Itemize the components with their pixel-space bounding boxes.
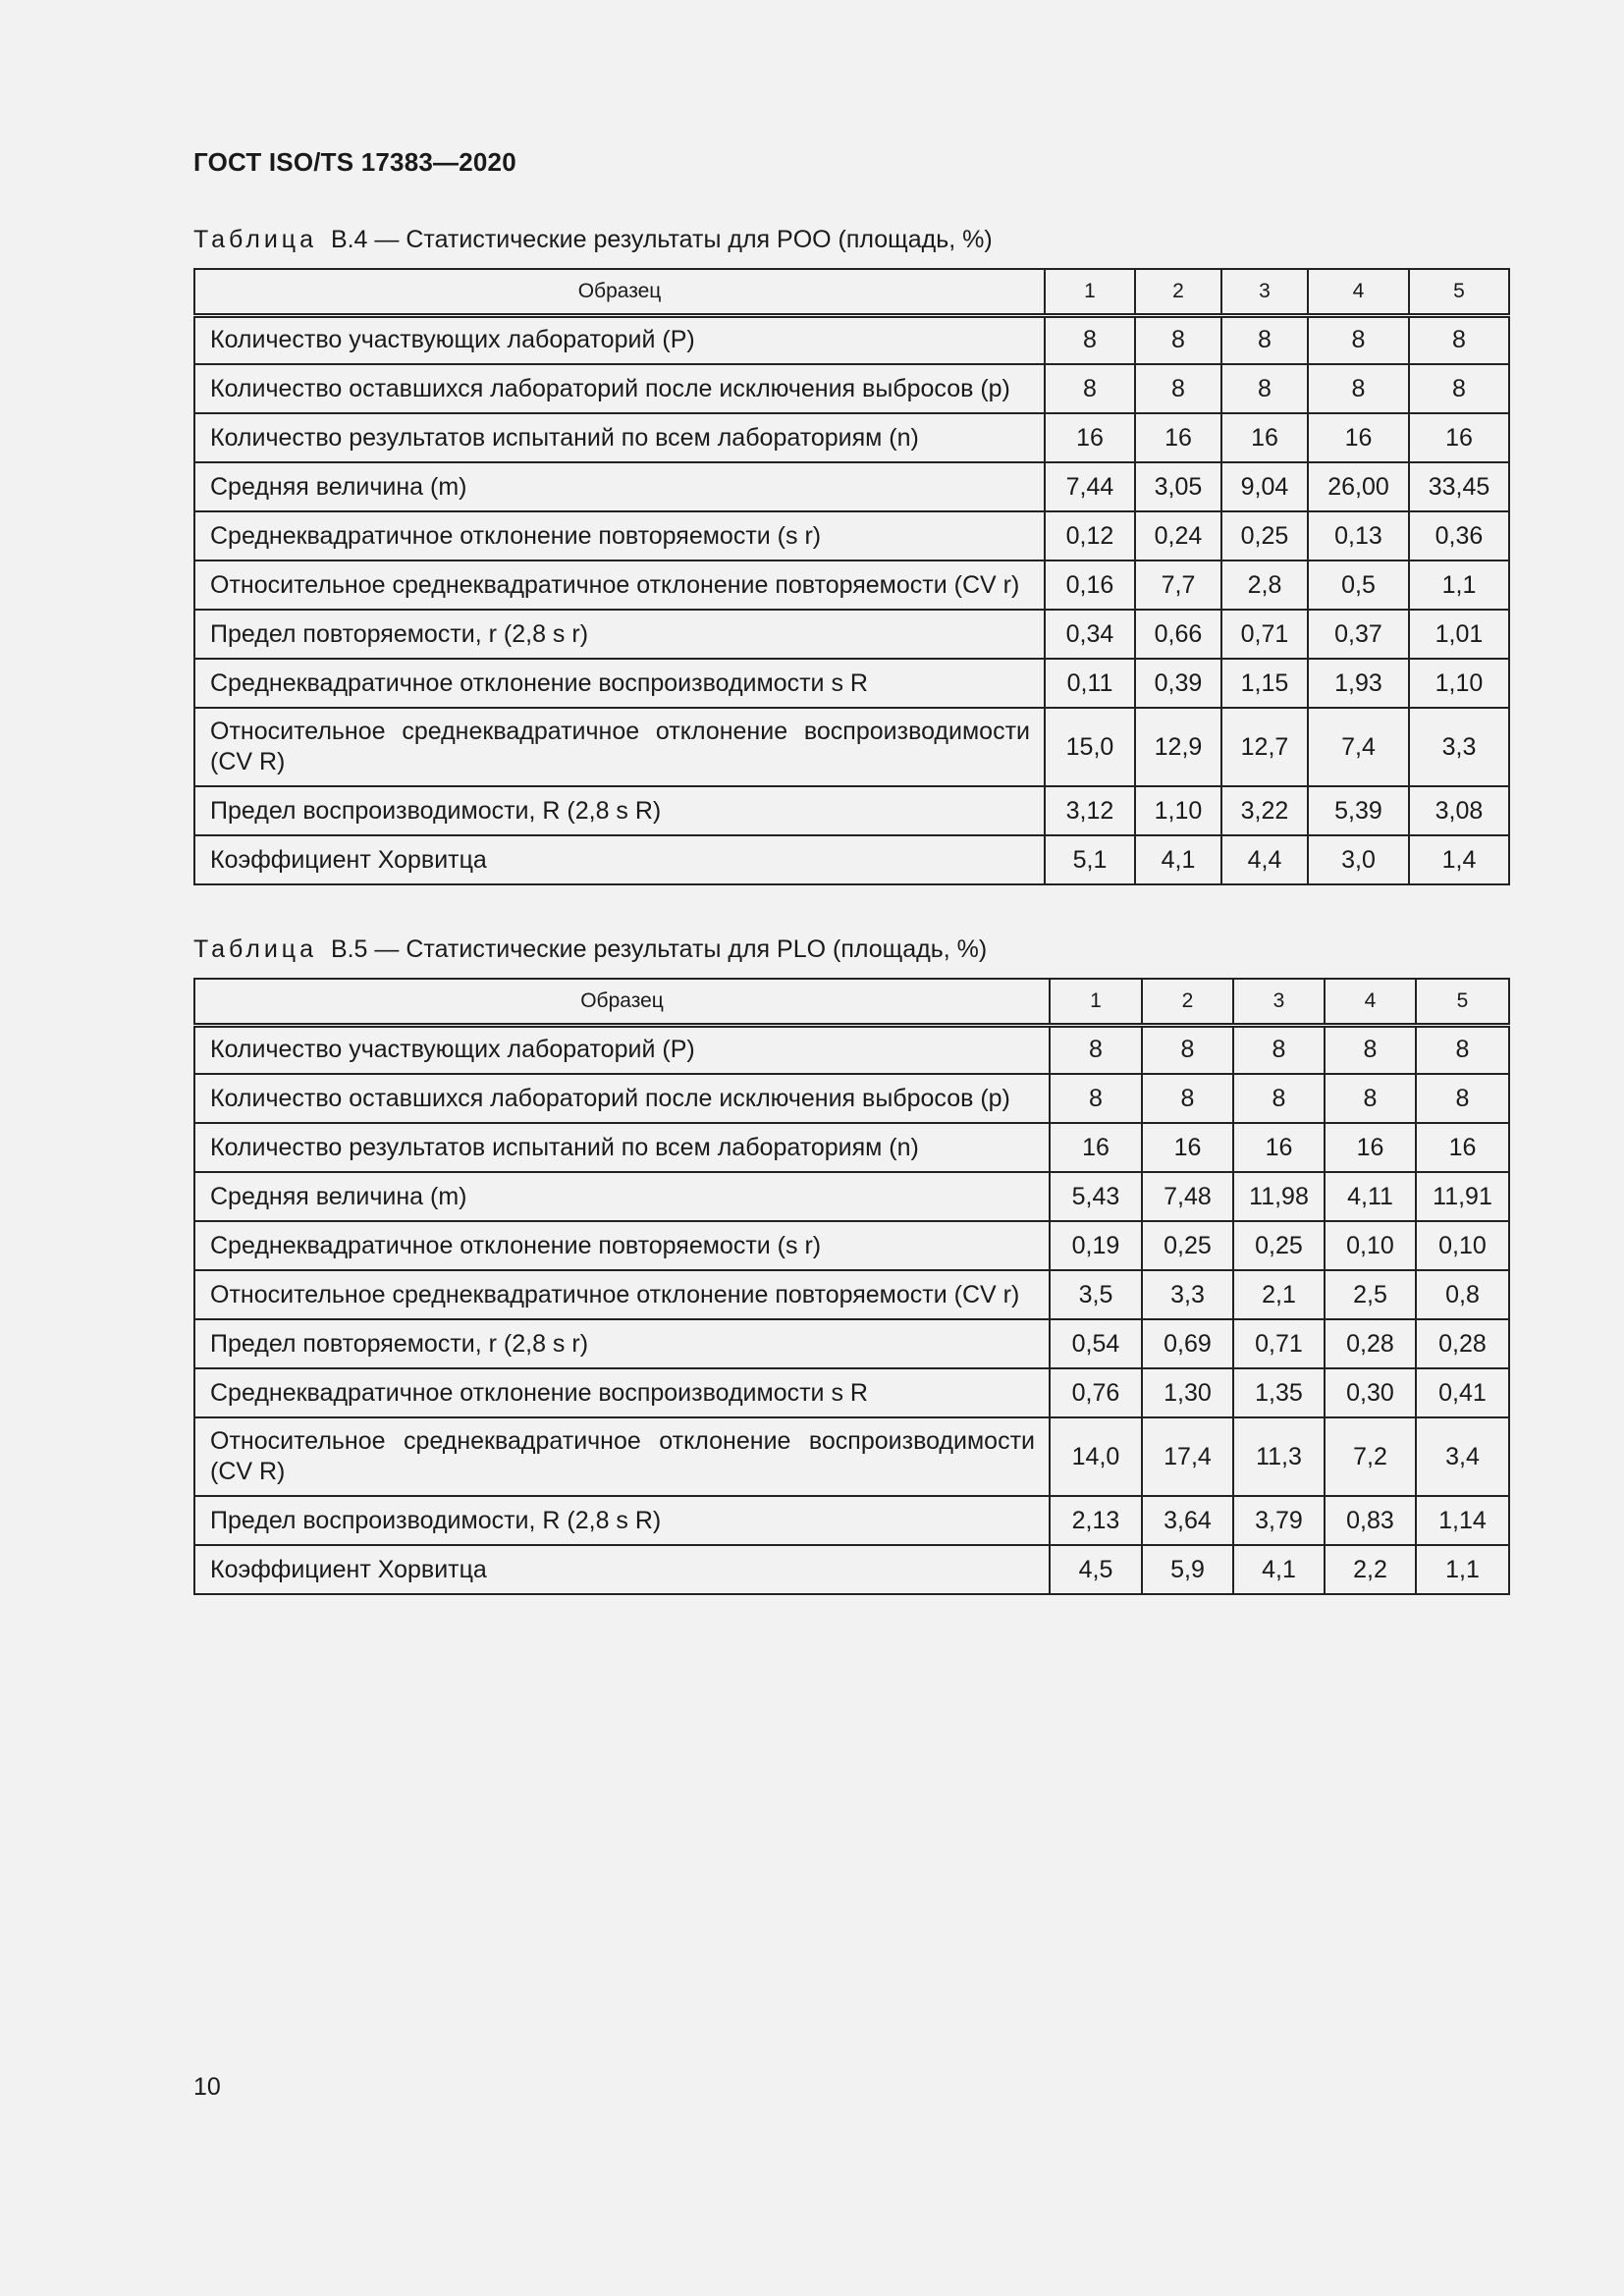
column-header-1: 1 [1050,979,1142,1025]
table-b5 [193,978,1510,1595]
cell-value: 3,0 [1308,835,1409,884]
cell-value: 16 [1233,1123,1325,1172]
cell-value: 0,71 [1221,610,1308,659]
table-row [194,1123,1509,1172]
page-number: 10 [193,2073,221,2101]
cell-value: 8 [1409,315,1509,364]
column-header-1: 1 [1045,269,1135,315]
cell-value: 16 [1416,1123,1509,1172]
cell-value: 11,91 [1416,1172,1509,1221]
cell-value: 33,45 [1409,462,1509,511]
row-label: Количество результатов испытаний по всем лабораториям (n) [194,1123,1050,1172]
cell-value: 0,83 [1325,1496,1416,1545]
cell-value: 0,36 [1409,511,1509,561]
cell-value: 0,19 [1050,1221,1142,1270]
table-header-row [194,269,1509,315]
cell-value: 0,71 [1233,1319,1325,1368]
cell-value: 0,34 [1045,610,1135,659]
cell-value: 4,5 [1050,1545,1142,1594]
cell-value: 8 [1233,1074,1325,1123]
cell-value: 0,66 [1135,610,1221,659]
cell-value: 1,14 [1416,1496,1509,1545]
cell-value: 4,1 [1135,835,1221,884]
cell-value: 2,5 [1325,1270,1416,1319]
cell-value: 12,9 [1135,708,1221,786]
cell-value: 3,5 [1050,1270,1142,1319]
cell-value: 0,12 [1045,511,1135,561]
cell-value: 1,30 [1142,1368,1233,1417]
cell-value: 2,8 [1221,561,1308,610]
row-label: Предел воспроизводимости, R (2,8 s R) [194,1496,1050,1545]
table-row [194,1221,1509,1270]
cell-value: 4,11 [1325,1172,1416,1221]
cell-value: 12,7 [1221,708,1308,786]
row-label: Количество участвующих лабораторий (P) [194,1025,1050,1074]
cell-value: 1,1 [1416,1545,1509,1594]
row-label: Средняя величина (m) [194,1172,1050,1221]
row-label: Количество оставшихся лабораторий после исключения выбросов (p) [194,364,1045,413]
cell-value: 7,48 [1142,1172,1233,1221]
cell-value: 0,24 [1135,511,1221,561]
table-row [194,462,1509,511]
row-label: Предел повторяемости, r (2,8 s r) [194,1319,1050,1368]
cell-value: 3,08 [1409,786,1509,835]
cell-value: 3,64 [1142,1496,1233,1545]
cell-value: 1,4 [1409,835,1509,884]
cell-value: 8 [1308,315,1409,364]
table-b4-caption-text: В.4 — Статистические результаты для POO (площадь, %) [330,226,993,253]
cell-value: 0,28 [1325,1319,1416,1368]
cell-value: 8 [1135,364,1221,413]
cell-value: 7,2 [1325,1417,1416,1496]
table-b5-caption-text: В.5 — Статистические результаты для PLO (площадь, %) [330,935,988,963]
column-header-4: 4 [1325,979,1416,1025]
cell-value: 0,54 [1050,1319,1142,1368]
cell-value: 8 [1135,315,1221,364]
row-label: Средняя величина (m) [194,462,1045,511]
cell-value: 9,04 [1221,462,1308,511]
cell-value: 17,4 [1142,1417,1233,1496]
table-row [194,786,1509,835]
cell-value: 2,13 [1050,1496,1142,1545]
cell-value: 0,37 [1308,610,1409,659]
table-row [194,1417,1509,1496]
row-label: Среднеквадратичное отклонение воспроизводимости s R [194,659,1045,708]
column-header-2: 2 [1135,269,1221,315]
cell-value: 3,3 [1142,1270,1233,1319]
cell-value: 3,3 [1409,708,1509,786]
table-row [194,1319,1509,1368]
cell-value: 11,3 [1233,1417,1325,1496]
table-b4-caption-prefix: Таблица [193,226,318,253]
cell-value: 1,10 [1135,786,1221,835]
row-label: Количество оставшихся лабораторий после исключения выбросов (p) [194,1074,1050,1123]
cell-value: 16 [1308,413,1409,462]
cell-value: 7,7 [1135,561,1221,610]
row-label: Среднеквадратичное отклонение повторяемости (s r) [194,511,1045,561]
table-row [194,708,1509,786]
table-b4 [193,268,1510,885]
cell-value: 26,00 [1308,462,1409,511]
cell-value: 8 [1233,1025,1325,1074]
cell-value: 16 [1045,413,1135,462]
table-row [194,1025,1509,1074]
cell-value: 11,98 [1233,1172,1325,1221]
table-row [194,1545,1509,1594]
document-title: ГОСТ ISO/TS 17383—2020 [193,147,516,177]
column-header-3: 3 [1233,979,1325,1025]
cell-value: 1,10 [1409,659,1509,708]
cell-value: 5,9 [1142,1545,1233,1594]
cell-value: 16 [1135,413,1221,462]
column-header-5: 5 [1416,979,1509,1025]
table-row [194,315,1509,364]
cell-value: 3,12 [1045,786,1135,835]
cell-value: 5,43 [1050,1172,1142,1221]
cell-value: 0,25 [1233,1221,1325,1270]
cell-value: 8 [1325,1074,1416,1123]
row-label: Предел воспроизводимости, R (2,8 s R) [194,786,1045,835]
cell-value: 0,5 [1308,561,1409,610]
cell-value: 4,1 [1233,1545,1325,1594]
cell-value: 0,28 [1416,1319,1509,1368]
cell-value: 14,0 [1050,1417,1142,1496]
cell-value: 8 [1416,1025,1509,1074]
cell-value: 0,69 [1142,1319,1233,1368]
row-label: Коэффициент Хорвитца [194,835,1045,884]
table-row [194,610,1509,659]
cell-value: 4,4 [1221,835,1308,884]
cell-value: 8 [1045,364,1135,413]
cell-value: 16 [1142,1123,1233,1172]
cell-value: 1,35 [1233,1368,1325,1417]
column-header-sample: Образец [194,269,1045,315]
column-header-4: 4 [1308,269,1409,315]
table-row [194,1074,1509,1123]
cell-value: 8 [1050,1025,1142,1074]
cell-value: 8 [1050,1074,1142,1123]
table-row [194,659,1509,708]
cell-value: 1,15 [1221,659,1308,708]
cell-value: 0,10 [1325,1221,1416,1270]
cell-value: 1,1 [1409,561,1509,610]
column-header-5: 5 [1409,269,1509,315]
table-row [194,364,1509,413]
table-header-row [194,979,1509,1025]
table-row [194,561,1509,610]
cell-value: 16 [1409,413,1509,462]
cell-value: 1,01 [1409,610,1509,659]
cell-value: 5,1 [1045,835,1135,884]
cell-value: 8 [1045,315,1135,364]
cell-value: 16 [1325,1123,1416,1172]
column-header-sample: Образец [194,979,1050,1025]
cell-value: 8 [1142,1025,1233,1074]
cell-value: 7,4 [1308,708,1409,786]
cell-value: 0,10 [1416,1221,1509,1270]
table-row [194,511,1509,561]
cell-value: 0,30 [1325,1368,1416,1417]
table-row [194,413,1509,462]
cell-value: 7,44 [1045,462,1135,511]
cell-value: 5,39 [1308,786,1409,835]
cell-value: 3,79 [1233,1496,1325,1545]
table-row [194,835,1509,884]
cell-value: 15,0 [1045,708,1135,786]
row-label: Коэффициент Хорвитца [194,1545,1050,1594]
cell-value: 2,1 [1233,1270,1325,1319]
cell-value: 0,41 [1416,1368,1509,1417]
cell-value: 0,39 [1135,659,1221,708]
cell-value: 8 [1221,364,1308,413]
cell-value: 8 [1221,315,1308,364]
cell-value: 0,16 [1045,561,1135,610]
row-label: Предел повторяемости, r (2,8 s r) [194,610,1045,659]
cell-value: 8 [1416,1074,1509,1123]
table-row [194,1270,1509,1319]
row-label: Количество участвующих лабораторий (P) [194,315,1045,364]
row-label: Количество результатов испытаний по всем лабораториям (n) [194,413,1045,462]
table-b5-caption-prefix: Таблица [193,935,318,963]
cell-value: 0,25 [1142,1221,1233,1270]
cell-value: 1,93 [1308,659,1409,708]
cell-value: 3,22 [1221,786,1308,835]
cell-value: 8 [1325,1025,1416,1074]
table-row [194,1172,1509,1221]
cell-value: 16 [1221,413,1308,462]
row-label: Относительное среднеквадратичное отклонение воспроизводимости (CV R) [194,708,1045,786]
row-label: Относительное среднеквадратичное отклонение воспроизводимости (CV R) [194,1417,1050,1496]
cell-value: 16 [1050,1123,1142,1172]
column-header-3: 3 [1221,269,1308,315]
table-b4-caption [193,226,993,254]
row-label: Относительное среднеквадратичное отклонение повторяемости (CV r) [194,561,1045,610]
cell-value: 8 [1142,1074,1233,1123]
row-label: Среднеквадратичное отклонение повторяемости (s r) [194,1221,1050,1270]
cell-value: 0,11 [1045,659,1135,708]
cell-value: 3,4 [1416,1417,1509,1496]
cell-value: 8 [1308,364,1409,413]
cell-value: 0,76 [1050,1368,1142,1417]
table-row [194,1496,1509,1545]
cell-value: 0,25 [1221,511,1308,561]
table-b5-caption [193,935,987,964]
cell-value: 0,8 [1416,1270,1509,1319]
cell-value: 8 [1409,364,1509,413]
cell-value: 0,13 [1308,511,1409,561]
row-label: Относительное среднеквадратичное отклонение повторяемости (CV r) [194,1270,1050,1319]
table-row [194,1368,1509,1417]
cell-value: 3,05 [1135,462,1221,511]
cell-value: 2,2 [1325,1545,1416,1594]
column-header-2: 2 [1142,979,1233,1025]
row-label: Среднеквадратичное отклонение воспроизводимости s R [194,1368,1050,1417]
